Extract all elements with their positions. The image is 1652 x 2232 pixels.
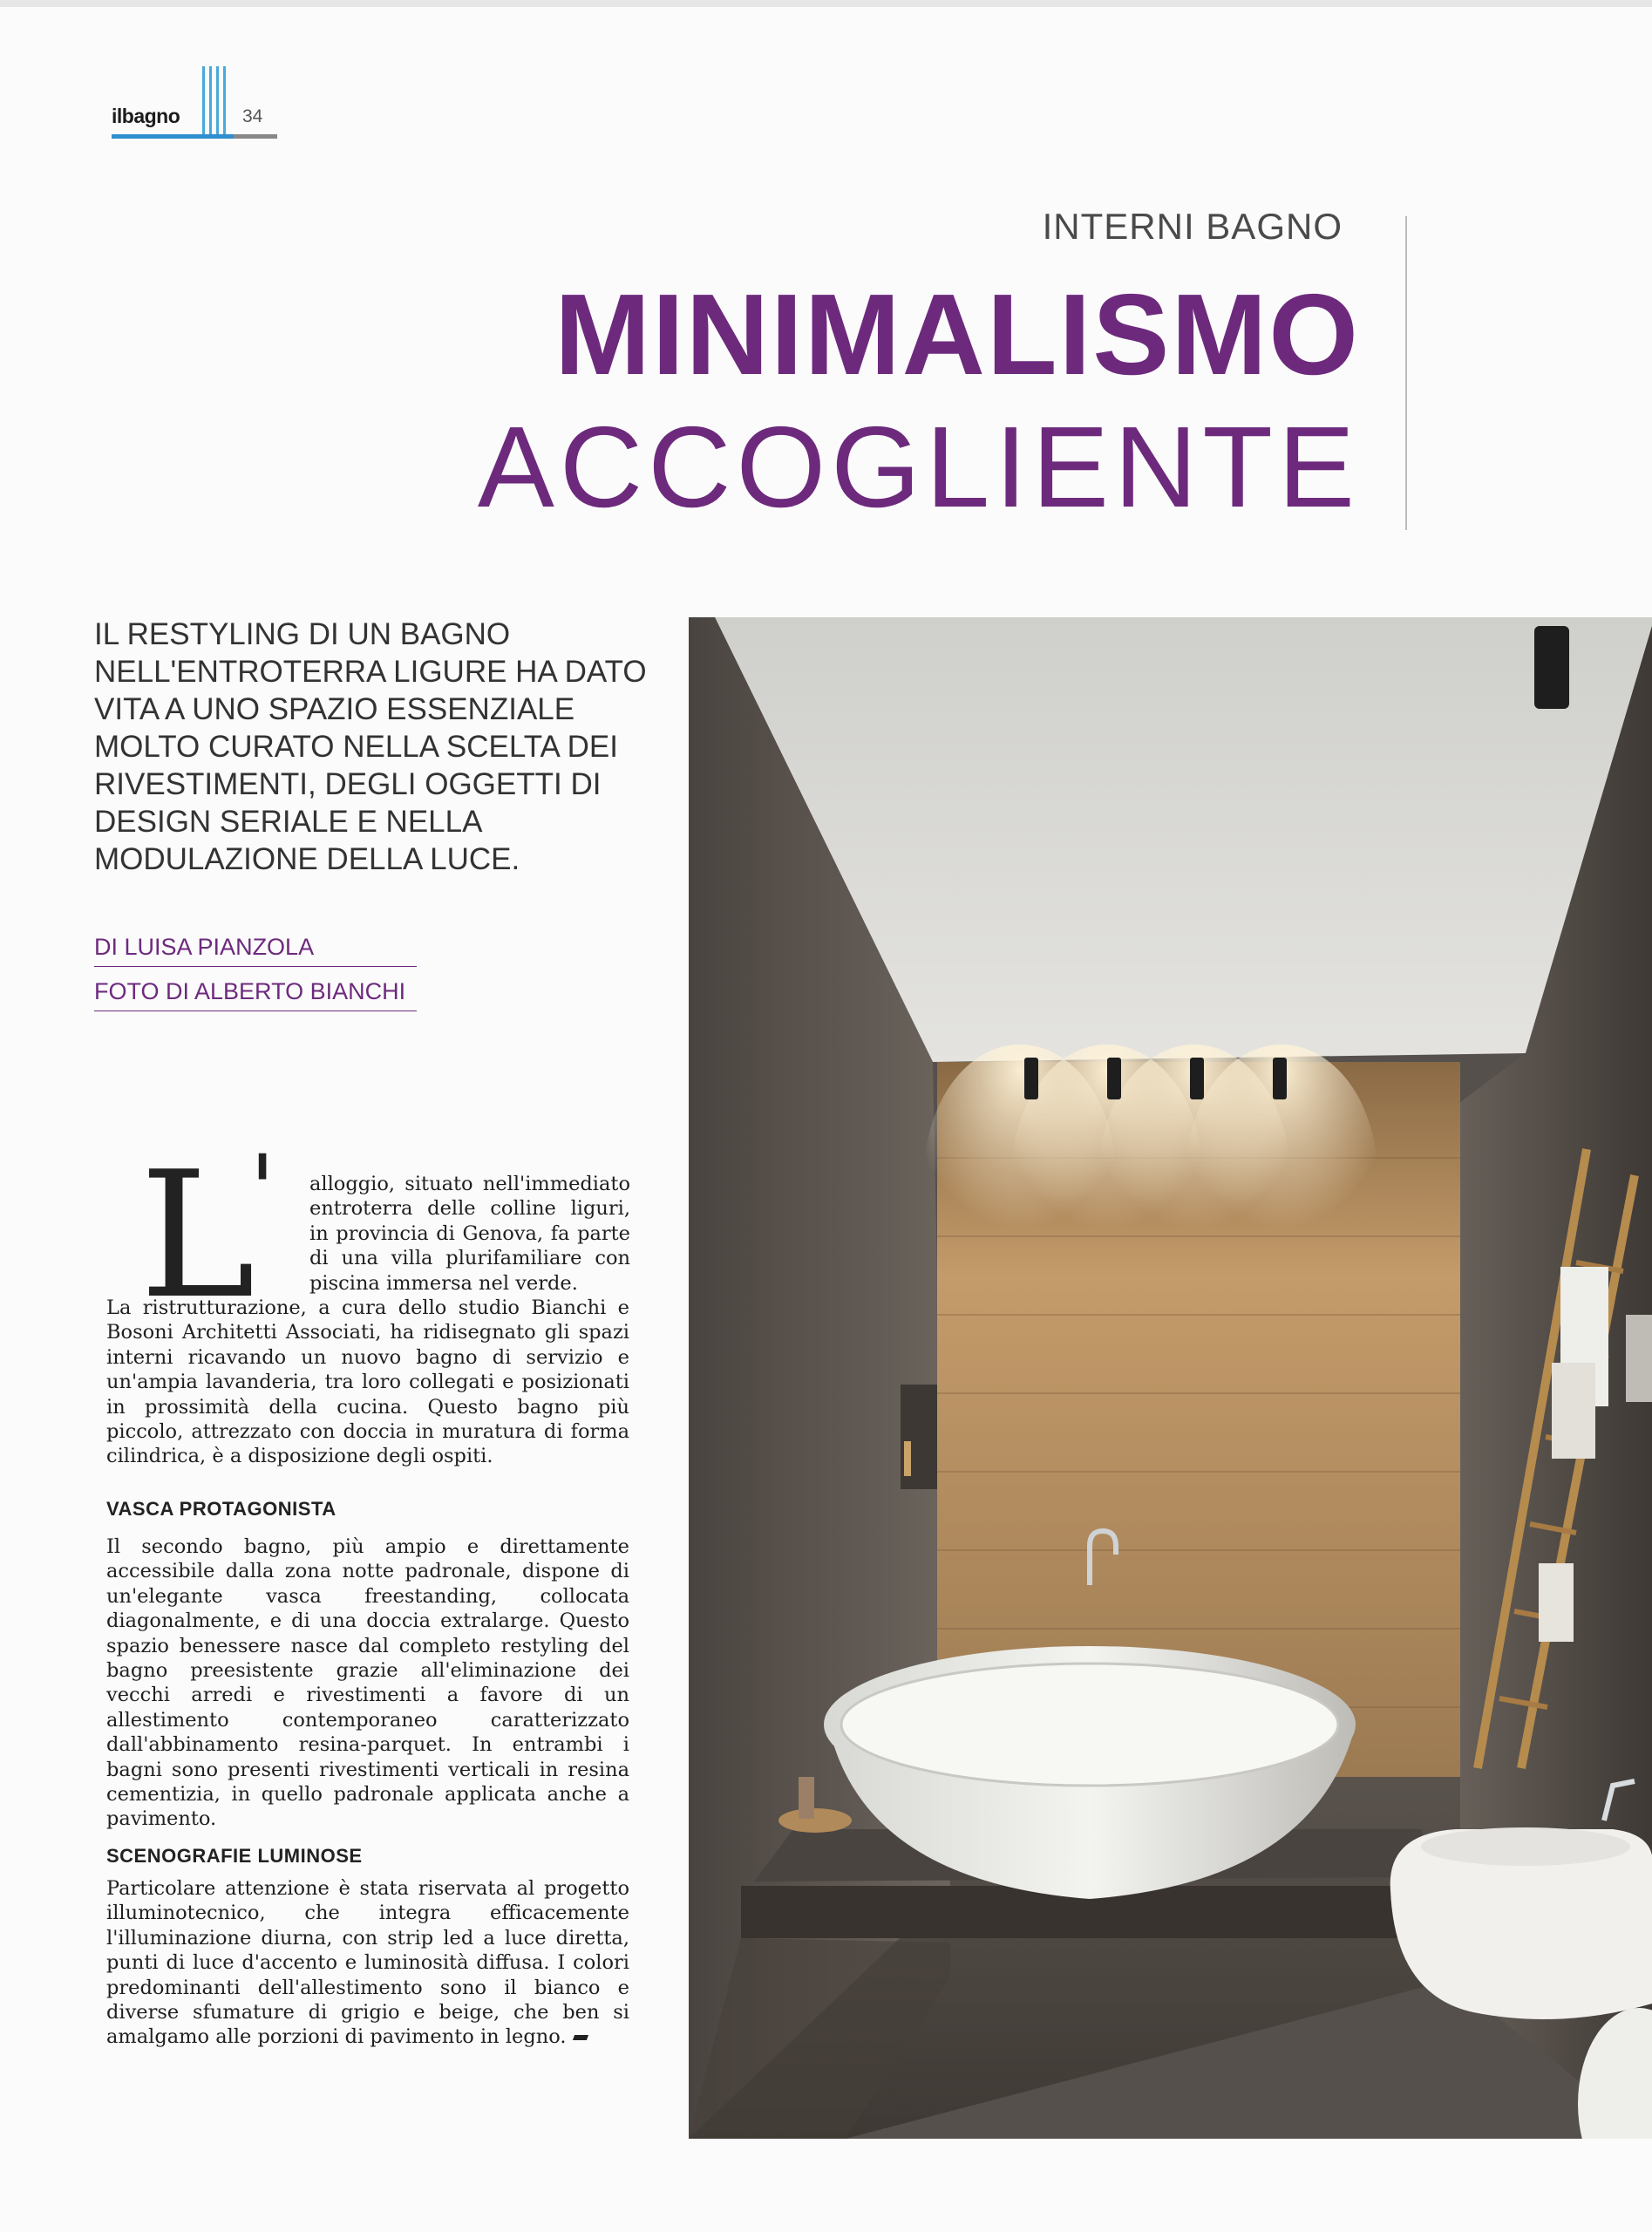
masthead-underline-gray [234, 134, 277, 139]
drop-cap-apostrophe: ' [249, 1134, 276, 1246]
headline-line-2: ACCOGLIENTE [477, 403, 1360, 531]
masthead-underline [112, 134, 234, 139]
subheading-scenografie: SCENOGRAFIE LUMINOSE [106, 1845, 363, 1867]
subheading-vasca: VASCA PROTAGONISTA [106, 1498, 337, 1520]
section-label: INTERNI BAGNO [1042, 206, 1343, 247]
title-divider [1405, 216, 1407, 530]
photo-credit: FOTO DI ALBERTO BIANCHI [94, 974, 417, 1011]
headline-line-1: MINIMALISMO [554, 270, 1360, 398]
masthead-rules [202, 66, 234, 136]
article-paragraph-3 [106, 1876, 629, 2050]
magazine-logo: ilbagno [112, 105, 180, 127]
credits [94, 929, 417, 1018]
article-paragraph-3-text: Particolare attenzione è stata riservata al progetto illuminotecnico, che integra efficacemente l'illuminazione diurna, con strip led a luce diretta, punti di luce d'accento e luminosità diffusa. I colori predominanti dell'allestimento sono il bianco e diverse sfumature di grigio e beige, che ben si amalgamo alle porzioni di pavimento in legno. [106, 1877, 629, 2049]
article-paragraph-1-continued: La ristrutturazione, a cura dello studio Bianchi e Bosoni Architetti Associati, ha ridisegnato gli spazi interni ricavando un nuovo bagno di servizio e un'ampia lavanderia, tra loro collegati e posizionati in prossimità della cucina. Questo bagno più piccolo, attrezzato con doccia in muratura di forma cilindrica, è a disposizione degli ospiti. [106, 1296, 629, 1468]
article-paragraph-2: Il secondo bagno, più ampio e direttamente accessibile dalla zona notte padronale, dispone di un'elegante vasca freestanding, collocata diagonalmente, e di una doccia extralarge. Questo spazio benessere nasce dal completo restyling del bagno preesistente grazie all'eliminazione dei vecchi arredi e rivestimenti a favore di un allestimento contemporaneo caratterizzato dall'abbinamento resina-parquet. In entrambi i bagni sono presenti rivestimenti verticali in resina cementizia, in quello padronale applicata anche a pavimento. [106, 1535, 629, 1831]
page-top-edge [0, 0, 1652, 7]
author-credit: DI LUISA PIANZOLA [94, 929, 417, 967]
bathroom-photo [689, 617, 1652, 2139]
page-number: 34 [242, 106, 263, 126]
drop-cap: L [139, 1134, 255, 1337]
lead-paragraph: IL RESTYLING DI UN BAGNO NELL'ENTROTERRA LIGURE HA DATO VITA A UNO SPAZIO ESSENZIALE MOLTO CURATO NELLA SCELTA DEI RIVESTIMENTI, DEGLI OGGETTI DI DESIGN SERIALE E NELLA MODULAZIONE DELLA LUCE. [94, 617, 647, 876]
end-of-article-mark [572, 2035, 588, 2040]
article-paragraph-1-start: alloggio, situato nell'immediato entroterra delle colline liguri, in provincia di Genova, fa parte di una villa plurifamiliare con piscina immersa nel verde. [309, 1173, 630, 1295]
